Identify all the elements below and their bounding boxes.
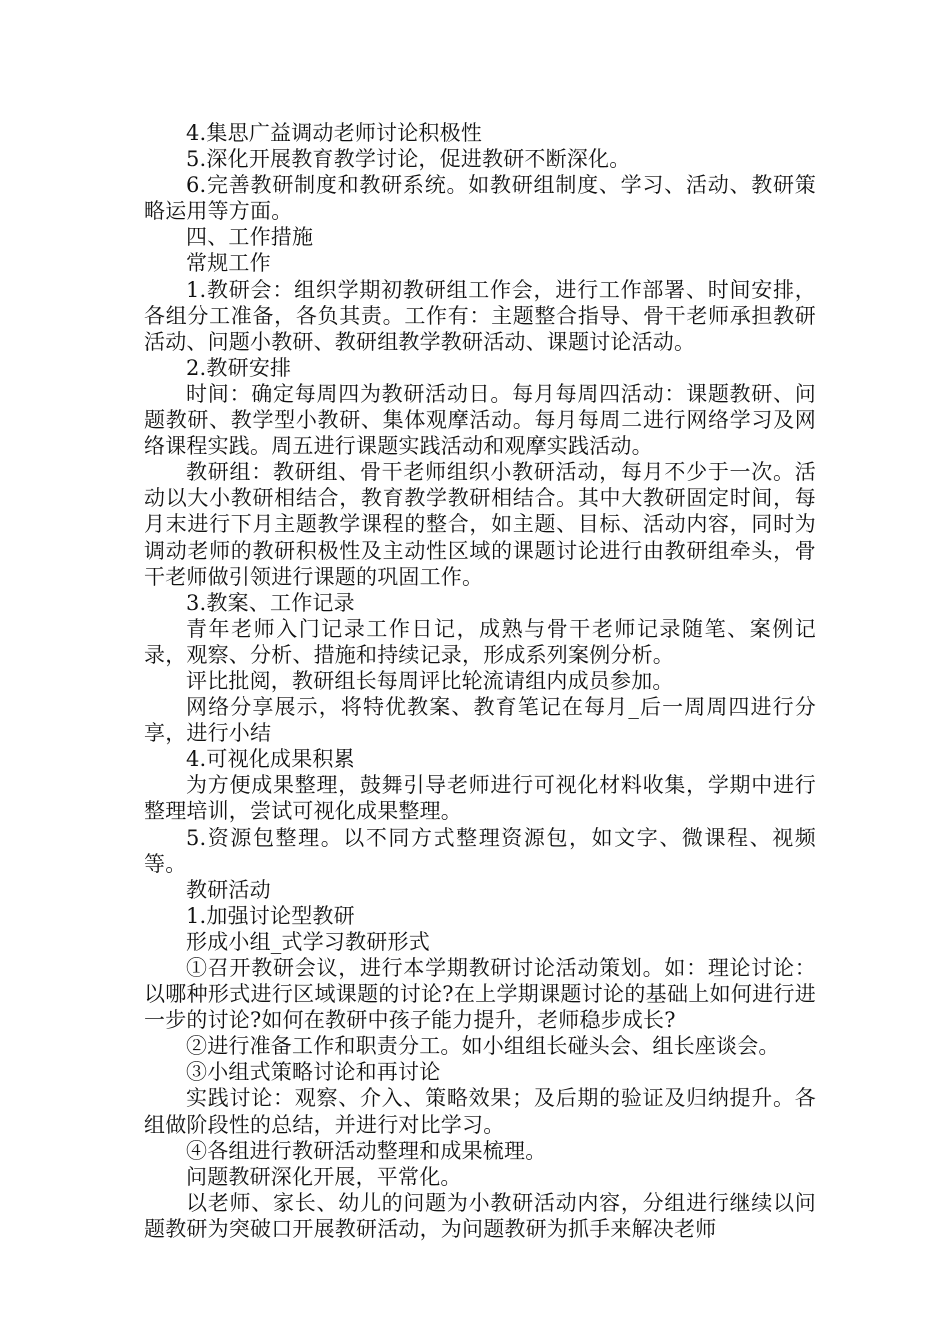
paragraph: 5.资源包整理。以不同方式整理资源包，如文字、微课程、视频等。 xyxy=(144,825,816,876)
paragraph: 问题教研深化开展，平常化。 xyxy=(186,1164,462,1189)
paragraph: 形成小组_式学习教研形式 xyxy=(186,929,430,954)
paragraph: 评比批阅，教研组长每周评比轮流请组内成员参加。 xyxy=(186,668,674,693)
paragraph: 以老师、家长、幼儿的问题为小教研活动内容，分组进行继续以问题教研为突破口开展教研活动，为问题教研为抓手来解决老师 xyxy=(144,1190,816,1241)
paragraph: 3.教案、工作记录 xyxy=(186,590,355,615)
paragraph: 青年老师入门记录工作日记，成熟与骨干老师记录随笔、案例记录，观察、分析、措施和持续记录，形成系列案例分析。 xyxy=(144,616,816,667)
paragraph: 1.加强讨论型教研 xyxy=(186,903,355,928)
paragraph: 1.教研会：组织学期初教研组工作会，进行工作部署、时间安排，各组分工准备，各负其责。工作有：主题整合指导、骨干老师承担教研活动、问题小教研、教研组教学教研活动、课题讨论活动。 xyxy=(144,277,816,354)
document-body xyxy=(144,120,816,1242)
paragraph: ③小组式策略讨论和再讨论 xyxy=(186,1060,441,1085)
section-heading: 四、工作措施 xyxy=(186,225,314,250)
paragraph: ④各组进行教研活动整理和成果梳理。 xyxy=(186,1138,547,1163)
subsection-heading: 教研活动 xyxy=(186,877,271,902)
paragraph: ①召开教研会议，进行本学期教研讨论活动策划。如：理论讨论：以哪种形式进行区域课题的讨论?在上学期课题讨论的基础上如何进行进一步的讨论?如何在教研中孩子能力提升，老师稳步成长? xyxy=(144,956,816,1033)
paragraph: 时间：确定每周四为教研活动日。每月每周四活动：课题教研、问题教研、教学型小教研、集体观摩活动。每月每周二进行网络学习及网络课程实践。周五进行课题实践活动和观摩实践活动。 xyxy=(144,381,816,459)
paragraph: 2.教研安排 xyxy=(186,355,292,380)
paragraph: 4.可视化成果积累 xyxy=(186,747,355,772)
paragraph: 实践讨论：观察、介入、策略效果；及后期的验证及归纳提升。各组做阶段性的总结，并进行对比学习。 xyxy=(144,1086,816,1137)
paragraph: ②进行准备工作和职责分工。如小组组长碰头会、组长座谈会。 xyxy=(186,1034,780,1059)
paragraph: 网络分享展示，将特优教案、教育笔记在每月_后一周周四进行分享，进行小结 xyxy=(144,695,816,746)
paragraph: 5.深化开展教育教学讨论，促进教研不断深化。 xyxy=(186,147,631,172)
paragraph: 6.完善教研制度和教研系统。如教研组制度、学习、活动、教研策略运用等方面。 xyxy=(144,173,816,224)
paragraph: 4.集思广益调动老师讨论积极性 xyxy=(186,121,483,145)
paragraph: 教研组：教研组、骨干老师组织小教研活动，每月不少于一次。活动以大小教研相结合，教育教学教研相结合。其中大教研固定时间，每月末进行下月主题教学课程的整合，如主题、目标、活动内容，同时为调动老师的教研积极性及主动性区域的课题讨论进行由教研组牵头，骨干老师做引领进行课题的巩固工作。 xyxy=(144,460,816,589)
subsection-heading: 常规工作 xyxy=(186,251,271,276)
paragraph: 为方便成果整理，鼓舞引导老师进行可视化材料收集，学期中进行整理培训，尝试可视化成果整理。 xyxy=(144,773,816,824)
